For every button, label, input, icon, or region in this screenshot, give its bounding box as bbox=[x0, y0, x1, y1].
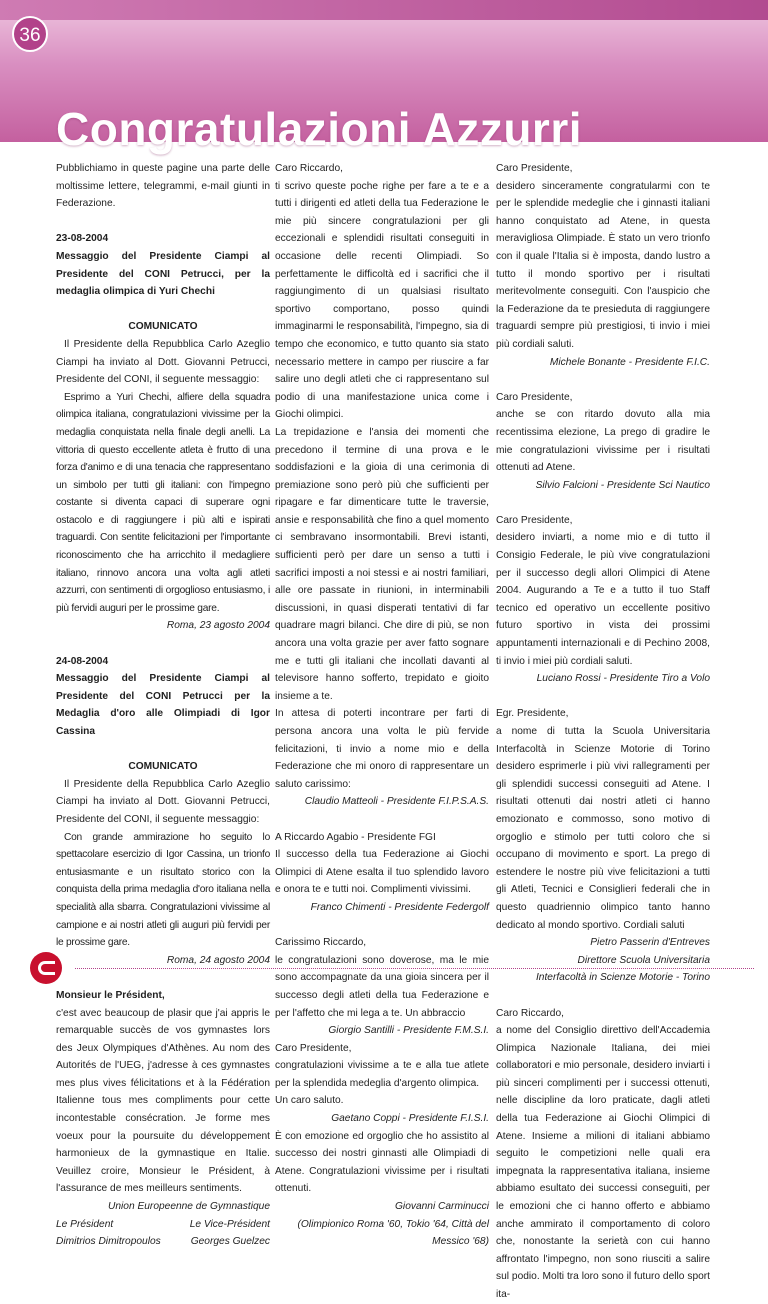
letter-body: Il successo della tua Federazione ai Giochi Olimpici di Atene esalta il tuo splendido lavoro e onora te e tutti noi. Complimenti vivissimi. bbox=[275, 849, 489, 896]
message-paragraph: Con grande ammirazione ho seguito lo spettacolare esercizio di Igor Cassina, un trionfo entusiasmante e un risultato storico con la conquista della prima medaglia d'oro italiana nella specialità alla sbarra. Congratulazioni vivissime al campione e ai nostri atleti gli auguri più fervidi per le prossime gare. bbox=[56, 831, 270, 949]
page-title: Congratulazioni Azzurri bbox=[56, 103, 583, 155]
comunicato-heading: COMUNICATO bbox=[128, 761, 198, 773]
letter-body: c'est avec beaucoup de plasir que j'ai appris le remarquable succès de vos gymnastes lors des Jeux Olympiques d'Athènes. Au nom des Autorités de l'UEG, j'adresse à ces gymnastes mes plus vives félicitations et à la Fédération Italienne tous mes compliments pour cette incontestable consécration. Je forme mes voeux pour la poursuite du développement harmonieux de la gymnastique en Italie. Veuillez croire, Monsieur le Président, à l'assurance de mes meilleurs sentiments. bbox=[56, 1007, 270, 1195]
column-left bbox=[56, 160, 270, 1251]
message-paragraph: Il Presidente della Repubblica Carlo Azeglio Ciampi ha inviato al Dott. Giovanni Petrucci, Presidente del CONI, il seguente messaggio: bbox=[56, 778, 270, 825]
footer-divider bbox=[75, 968, 754, 969]
message-paragraph: Esprimo a Yuri Chechi, alfiere della squadra olimpica italiana, congratulazioni vivissime per la medaglia conquistata nella finale degli anelli. La vittoria di questo eccellente atleta è frutto di una forza d'animo e di una tenacia che rappresentano un simbolo per tutti gli italiani: con l'impegno costante si diventa capaci di superare ogni ostacolo e di raggiungere i più alti e ispirati traguardi. Con sentite felicitazioni per l'importante riconoscimento che ha arricchito il medagliere italiano, rinnovo ancora una volta agli atleti azzurri, con sentimenti di orgoglioso entusiasmo, i più fervidi auguri per le prossime gare. bbox=[56, 391, 270, 614]
letter-signature: Direttore Scuola Universitaria bbox=[577, 954, 710, 966]
comunicato-heading: COMUNICATO bbox=[128, 321, 198, 333]
message-date: 24-08-2004 bbox=[56, 655, 109, 667]
letter-heading: A Riccardo Agabio - Presidente FGI bbox=[275, 831, 436, 843]
signature-row bbox=[56, 1216, 270, 1234]
letter-body: congratulazioni vivissime a te e alla tue atlete per la splendida medeglia d'argento olimpica. bbox=[275, 1060, 489, 1089]
message-title: Messaggio del Presidente Ciampi al Presidente del CONI Petrucci, per la medaglia olimpica di Yuri Chechi bbox=[56, 250, 270, 298]
letter-body: le congratulazioni sono doverose, ma le mie sono accompagnate da una gioia sincera per il successo degli atleti della tua Federazione e per l'affetto che mi lega a te. Un abbraccio bbox=[275, 954, 489, 1019]
message-signature: Roma, 24 agosto 2004 bbox=[166, 954, 270, 966]
letter-body: a nome del Consiglio direttivo dell'Accademia Olimpica Nazionale Italiana, dei miei collaboratori e mio personale, desidero inviarti i più sinceri complimenti per i successi ottenuti, nelle discipline da loro praticate, dagli atleti della tua Federazione ai Giochi Olimpici di Atene. Insieme a milioni di italiani abbiamo seguito le competizioni nelle quali era impegnata la rappresentativa italiana, insieme abbiamo esultato dei successi conseguiti, per le emozioni che ci hanno offerto e abbiamo anche ammirato il comportamento di coloro che, nonostante la serietà con cui hanno affrontato l'impegno, non sono riusciti a salire sul podio. Molti tra loro sono il futuro dello sport ita- bbox=[496, 1025, 710, 1300]
letter-salutation: Caro Riccardo, bbox=[275, 163, 343, 174]
fgi-logo-icon bbox=[30, 952, 62, 984]
letter-signature: Luciano Rossi - Presidente Tiro a Volo bbox=[536, 673, 710, 685]
letter-salutation: Caro Riccardo, bbox=[496, 1007, 564, 1019]
letter-body: In attesa di poterti incontrare per farti di persona ancora una volta le più fervide felicitazioni, ti invio a nome mio e della Federazione che mi onoro di rappresentare un saluto carissimo: bbox=[275, 708, 489, 790]
letter-organization: Union Europeenne de Gymnastique bbox=[108, 1201, 270, 1213]
letter-signature: Franco Chimenti - Presidente Federgolf bbox=[310, 901, 489, 913]
letter-body: a nome di tutta la Scuola Universitaria Interfacoltà in Scienze Motorie di Torino desidero esprimerle i più vivi rallegramenti per gli splendidi successi conseguiti ad Atene. I risultati ottenuti dai nostri atleti ci hanno emozionato e commosso, sono motivo di orgoglio e stimolo per tutti coloro che si occupano di movimento e sport. La prego di estendere le nostre più vive felicitazioni a tutti gli Atleti, Tecnici e Consiglieri federali che in questo quadriennio olimpico tanto hanno dedicato al mondo sportivo. Cordiali saluti bbox=[496, 726, 710, 931]
letter-body: ti scrivo queste poche righe per fare a te e a tutti i dirigenti ed atleti della tua Federazione le mie più sincere congratulazioni per gli eccezionali e splendidi risultati conseguiti in occasione delle recenti Olimpiadi. So perfettamente le difficoltà ed i sacrifici che il raggiungimento di un qualsiasi risultato sportivo comportano, posso quindi immaginarmi le responsabilità, l'impegno, sia di tempo che economico, e tutto quanto sia stato necessario mettere in campo per riuscire a far salire uno degli atleti che ci rappresentano sul podio di una manifestazione unica come i Giochi olimpici. bbox=[275, 180, 489, 421]
letter-body: È con emozione ed orgoglio che ho assistito al successo dei nostri ginnasti alle Olimpiadi di Atene. Congratulazioni vivissime per i risultati ottenuti. bbox=[275, 1130, 489, 1195]
letter-signature: Interfacoltà in Scienze Motorie - Torino bbox=[535, 972, 710, 984]
header-banner bbox=[0, 0, 768, 155]
letter-body: desidero sinceramente congratularmi con te per le splendide medeglie che i ginnasti italiani hanno conquistato ad Atene, in questa meravigliosa Olimpiade. È stato un vero trionfo con il quale l'Italia si è imposta, dando lustro a tutto il mondo sportivo per i risultati meritevolmente conseguiti. Con l'auspicio che la Federazione da te presieduta di raggiungere traguardi sempre più prestigiosi, ti invio i miei più cordiali saluti. bbox=[496, 180, 710, 350]
letter-salutation: Caro Presidente, bbox=[496, 163, 573, 174]
letter-body: anche se con ritardo dovuto alla mia recentissima elezione, La prego di gradire le mie congratulazioni vivissime per i risultati ottenuti ad Atene. bbox=[496, 409, 710, 474]
letter-salutation: Caro Presidente, bbox=[496, 391, 573, 403]
signature-role: Le Président bbox=[56, 1218, 114, 1230]
letter-signature: Gaetano Coppi - Presidente F.I.S.I. bbox=[331, 1113, 489, 1125]
message-title: Messaggio del Presidente Ciampi al Presidente del CONI Petrucci per la Medaglia d'oro alle Olimpiadi di Igor Cassina bbox=[56, 673, 270, 737]
letter-signature: Giovanni Carminucci bbox=[395, 1201, 489, 1213]
intro-text: Pubblichiamo in queste pagine una parte delle moltissime lettere, telegrammi, e-mail giunti in Federazione. bbox=[56, 163, 270, 210]
signature-row bbox=[56, 1233, 270, 1251]
letter-signature: Michele Bonante - Presidente F.I.C. bbox=[549, 356, 710, 368]
page-number: 36 bbox=[12, 16, 48, 52]
column-right bbox=[496, 160, 710, 1304]
letter-signature: Claudio Matteoli - Presidente F.I.P.S.A.S. bbox=[304, 796, 489, 808]
letter-closing: Un caro saluto. bbox=[275, 1095, 344, 1107]
letter-signature: Silvio Falcioni - Presidente Sci Nautico bbox=[535, 479, 710, 491]
column-middle bbox=[275, 160, 489, 1251]
letter-salutation: Caro Presidente, bbox=[496, 514, 573, 526]
banner-stripe bbox=[0, 0, 768, 20]
letter-signature: Giorgio Santilli - Presidente F.M.S.I. bbox=[328, 1025, 489, 1037]
letter-salutation: Egr. Presidente, bbox=[496, 708, 569, 720]
letter-body: La trepidazione e l'ansia dei momenti che precedono il termine di una prova e le soddisfazioni e la gioia di una cerimonia di premiazione sono però più che sufficienti per ripagare e far dimenticare tutte le traversie, ansie e responsabilità che fino a quel momento ci sembravano insormontabili. Brevi istanti, sufficienti però per dare un senso a tutti i sacrifici imposti a noi stessi e ai nostri familiari, alle ore passate in riunioni, in interminabili discussioni, in quasi disperati tentativi di far quadrare magri bilanci. Che dire di più, se non ancora una volta grazie per aver fatto sognare me e tutti gli italiani che incollati davanti al televisore hanno sofferto, trepidato e gioito insieme a te. bbox=[275, 426, 489, 702]
letter-salutation: Monsieur le Président, bbox=[56, 989, 165, 1001]
signature-role: Le Vice-Président bbox=[189, 1218, 270, 1230]
signature-name: Dimitrios Dimitropoulos bbox=[56, 1236, 161, 1248]
letter-salutation: Carissimo Riccardo, bbox=[275, 937, 367, 949]
letter-signature: Pietro Passerin d'Entreves bbox=[590, 937, 710, 949]
letter-salutation: Caro Presidente, bbox=[275, 1042, 352, 1054]
message-signature: Roma, 23 agosto 2004 bbox=[166, 620, 270, 632]
letter-signature: (Olimpionico Roma '60, Tokio '64, Città del Messico '68) bbox=[297, 1218, 489, 1248]
signature-name: Georges Guelzec bbox=[190, 1236, 270, 1248]
message-paragraph: Il Presidente della Repubblica Carlo Azeglio Ciampi ha inviato al Dott. Giovanni Petrucci, Presidente del CONI, il seguente messaggio: bbox=[56, 338, 270, 386]
letter-body: desidero inviarti, a nome mio e di tutto il Consigio Federale, le più vive congratulazioni per il successo degli allori Olimpici di Atene 2004. Augurando a Te e a tutto il tuo Staff tecnico ed operativo un eccellente positivo futuro sportivo in vista dei prossimi appuntamenti internazionali e di Pechino 2008, ti invio i miei più cordiali saluti. bbox=[496, 532, 710, 667]
message-date: 23-08-2004 bbox=[56, 233, 109, 245]
